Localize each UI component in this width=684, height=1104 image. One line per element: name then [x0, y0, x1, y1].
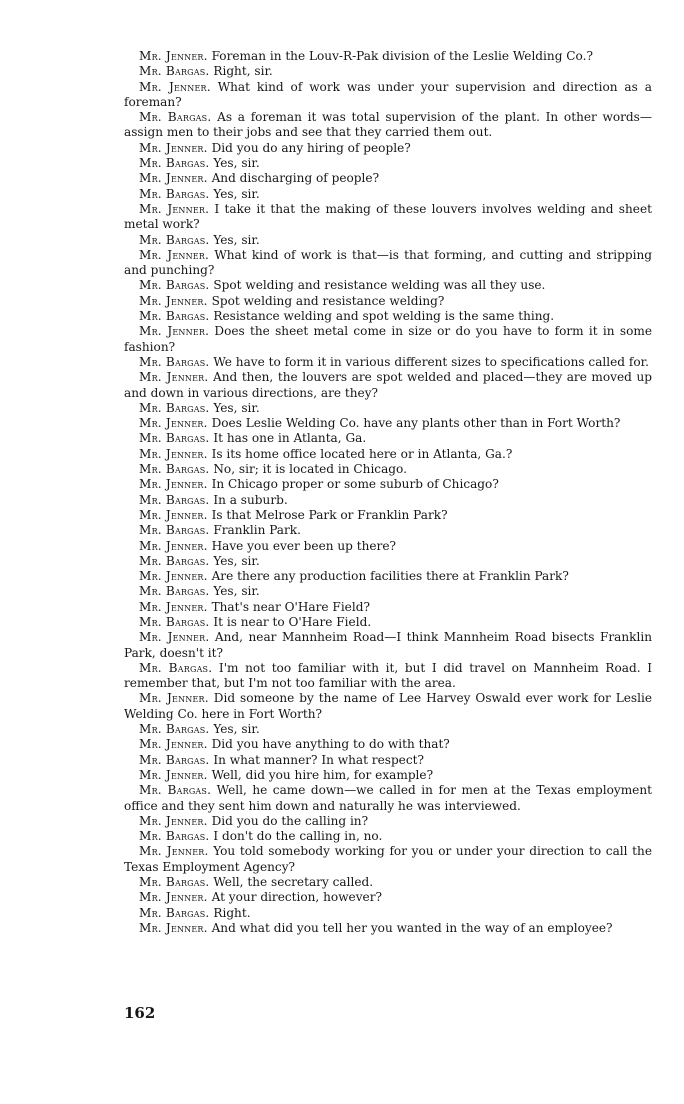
spoken-text: That's near O'Hare Field? — [211, 599, 370, 614]
dialogue-line — [124, 875, 652, 890]
spoken-text: Yes, sir. — [213, 722, 260, 737]
speaker-name: Mr. Jenner. — [139, 538, 208, 553]
speaker-name: Mr. Bargas. — [139, 752, 210, 767]
speaker-name: Mr. Jenner. — [139, 813, 208, 828]
spoken-text: Well, he came down—we called in for men at the Texas employment office and they sent him down and naturally he was interviewed. — [124, 783, 652, 813]
spoken-text: Right, sir. — [213, 64, 273, 79]
speaker-name: Mr. Bargas. — [139, 492, 210, 507]
dialogue-line — [124, 691, 652, 722]
speaker-name: Mr. Jenner. — [139, 324, 210, 339]
spoken-text: And what did you tell her you wanted in the way of an employee? — [211, 920, 613, 935]
speaker-name: Mr. Jenner. — [139, 691, 209, 706]
dialogue-line — [124, 661, 652, 692]
dialogue-line — [124, 447, 652, 462]
spoken-text: Right. — [213, 905, 251, 920]
speaker-name: Mr. Jenner. — [139, 293, 208, 308]
spoken-text: Did someone by the name of Lee Harvey Oswald ever work for Leslie Welding Co. here in Fort Worth? — [124, 691, 652, 721]
dialogue-line — [124, 906, 652, 921]
speaker-name: Mr. Bargas. — [139, 523, 210, 538]
spoken-text: Did you do the calling in? — [211, 813, 369, 828]
speaker-name: Mr. Bargas. — [139, 875, 210, 890]
spoken-text: Well, the secretary called. — [213, 875, 374, 890]
speaker-name: Mr. Jenner. — [139, 49, 208, 63]
speaker-name: Mr. Bargas. — [139, 431, 210, 446]
spoken-text: In Chicago proper or some suburb of Chicago? — [211, 477, 499, 492]
spoken-text: Resistance welding and spot welding is the same thing. — [213, 309, 555, 324]
dialogue-line — [124, 477, 652, 492]
spoken-text: Yes, sir. — [213, 553, 260, 568]
dialogue-line — [124, 64, 652, 79]
speaker-name: Mr. Jenner. — [139, 247, 210, 262]
speaker-name: Mr. Bargas. — [139, 553, 210, 568]
speaker-name: Mr. Jenner. — [139, 767, 208, 782]
spoken-text: Spot welding and resistance welding was all they use. — [213, 278, 546, 293]
spoken-text: Yes, sir. — [213, 584, 260, 599]
spoken-text: Spot welding and resistance welding? — [211, 293, 445, 308]
speaker-name: Mr. Bargas. — [139, 64, 210, 79]
spoken-text: Is that Melrose Park or Franklin Park? — [211, 507, 448, 522]
spoken-text: And, near Mannheim Road—I think Mannheim Road bisects Franklin Park, doesn't it? — [124, 630, 652, 660]
dialogue-line — [124, 844, 652, 875]
dialogue-line — [124, 80, 652, 111]
speaker-name: Mr. Bargas. — [139, 354, 210, 369]
speaker-name: Mr. Bargas. — [139, 829, 210, 844]
spoken-text: It has one in Atlanta, Ga. — [213, 431, 367, 446]
dialogue-line — [124, 630, 652, 661]
dialogue-line — [124, 110, 652, 141]
speaker-name: Mr. Bargas. — [139, 462, 210, 477]
spoken-text: Does Leslie Welding Co. have any plants other than in Fort Worth? — [211, 416, 621, 431]
spoken-text: Yes, sir. — [213, 232, 260, 247]
speaker-name: Mr. Jenner. — [139, 477, 208, 492]
dialogue-line — [124, 722, 652, 737]
dialogue-line — [124, 171, 652, 186]
spoken-text: At your direction, however? — [211, 890, 382, 905]
speaker-name: Mr. Bargas. — [139, 110, 212, 125]
speaker-name: Mr. Bargas. — [139, 232, 210, 247]
spoken-text: It is near to O'Hare Field. — [213, 614, 372, 629]
spoken-text: Does the sheet metal come in size or do you have to form it in some fashion? — [124, 324, 652, 354]
spoken-text: No, sir; it is located in Chicago. — [213, 462, 407, 477]
speaker-name: Mr. Bargas. — [139, 309, 210, 324]
spoken-text: In what manner? In what respect? — [213, 752, 424, 767]
dialogue-line — [124, 416, 652, 431]
dialogue-line — [124, 49, 652, 64]
speaker-name: Mr. Jenner. — [139, 737, 208, 752]
dialogue-line — [124, 462, 652, 477]
speaker-name: Mr. Jenner. — [139, 890, 208, 905]
speaker-name: Mr. Bargas. — [139, 584, 210, 599]
speaker-name: Mr. Jenner. — [139, 79, 211, 94]
speaker-name: Mr. Bargas. — [139, 400, 210, 415]
speaker-name: Mr. Bargas. — [139, 905, 210, 920]
speaker-name: Mr. Bargas. — [139, 156, 210, 171]
dialogue-line — [124, 829, 652, 844]
speaker-name: Mr. Jenner. — [139, 630, 210, 645]
dialogue-line — [124, 493, 652, 508]
dialogue-line — [124, 554, 652, 569]
spoken-text: I take it that the making of these louvers involves welding and sheet metal work? — [124, 201, 652, 232]
dialogue-line — [124, 278, 652, 293]
page-number: 162 — [124, 1004, 156, 1022]
dialogue-line — [124, 294, 652, 309]
spoken-text: Did you have anything to do with that? — [211, 737, 450, 752]
speaker-name: Mr. Bargas. — [139, 278, 210, 293]
spoken-text: Yes, sir. — [213, 156, 260, 171]
speaker-name: Mr. Bargas. — [139, 783, 212, 798]
dialogue-line — [124, 569, 652, 584]
spoken-text: We have to form it in various different sizes to specifications called for. — [213, 354, 649, 369]
speaker-name: Mr. Jenner. — [139, 370, 209, 385]
spoken-text: What kind of work is that—is that forming, and cutting and stripping and punching? — [124, 247, 652, 278]
dialogue-line — [124, 431, 652, 446]
dialogue-line — [124, 539, 652, 554]
spoken-text: I don't do the calling in, no. — [213, 829, 383, 844]
dialogue-line — [124, 370, 652, 401]
dialogue-line — [124, 156, 652, 171]
dialogue-line — [124, 401, 652, 416]
speaker-name: Mr. Bargas. — [139, 660, 213, 675]
spoken-text: Foreman in the Louv-R-Pak division of the Leslie Welding Co.? — [211, 49, 593, 63]
dialogue-line — [124, 737, 652, 752]
dialogue-line — [124, 890, 652, 905]
spoken-text: Are there any production facilities there at Franklin Park? — [211, 569, 569, 584]
speaker-name: Mr. Jenner. — [139, 844, 209, 859]
speaker-name: Mr. Jenner. — [139, 920, 208, 935]
spoken-text: And discharging of people? — [211, 171, 380, 186]
dialogue-line — [124, 202, 652, 233]
speaker-name: Mr. Jenner. — [139, 569, 208, 584]
spoken-text: Yes, sir. — [213, 186, 260, 201]
spoken-text: As a foreman it was total supervision of the plant. In other words—assign men to their jobs and see that they carried them out. — [124, 110, 652, 140]
spoken-text: I'm not too familiar with it, but I did travel on Mannheim Road. I remember that, but I'm not too familiar with the area. — [124, 660, 652, 691]
dialogue-line — [124, 615, 652, 630]
spoken-text: Well, did you hire him, for example? — [211, 767, 434, 782]
dialogue-line — [124, 309, 652, 324]
speaker-name: Mr. Jenner. — [139, 416, 208, 431]
dialogue-line — [124, 141, 652, 156]
speaker-name: Mr. Jenner. — [139, 201, 210, 216]
spoken-text: Have you ever been up there? — [211, 538, 396, 553]
spoken-text: Did you do any hiring of people? — [211, 140, 411, 155]
spoken-text: You told somebody working for you or under your direction to call the Texas Employment Agency? — [124, 844, 652, 874]
spoken-text: And then, the louvers are spot welded and placed—they are moved up and down in various directions, are they? — [124, 370, 652, 400]
speaker-name: Mr. Jenner. — [139, 140, 208, 155]
dialogue-line — [124, 584, 652, 599]
dialogue-line — [124, 355, 652, 370]
dialogue-line — [124, 921, 652, 936]
speaker-name: Mr. Jenner. — [139, 507, 208, 522]
spoken-text: Yes, sir. — [213, 400, 260, 415]
speaker-name: Mr. Bargas. — [139, 722, 210, 737]
dialogue-line — [124, 814, 652, 829]
speaker-name: Mr. Jenner. — [139, 446, 208, 461]
spoken-text: In a suburb. — [213, 492, 288, 507]
dialogue-line — [124, 233, 652, 248]
dialogue-line — [124, 523, 652, 538]
spoken-text: Is its home office located here or in Atlanta, Ga.? — [211, 446, 513, 461]
dialogue-line — [124, 768, 652, 783]
dialogue-line — [124, 508, 652, 523]
speaker-name: Mr. Bargas. — [139, 186, 210, 201]
spoken-text: Franklin Park. — [213, 523, 301, 538]
dialogue-line — [124, 324, 652, 355]
testimony-transcript — [124, 49, 652, 936]
dialogue-line — [124, 783, 652, 814]
speaker-name: Mr. Jenner. — [139, 599, 208, 614]
dialogue-line — [124, 600, 652, 615]
speaker-name: Mr. Jenner. — [139, 171, 208, 186]
spoken-text: What kind of work was under your supervision and direction as a foreman? — [124, 79, 652, 109]
dialogue-line — [124, 753, 652, 768]
speaker-name: Mr. Bargas. — [139, 614, 210, 629]
dialogue-line — [124, 187, 652, 202]
dialogue-line — [124, 248, 652, 279]
